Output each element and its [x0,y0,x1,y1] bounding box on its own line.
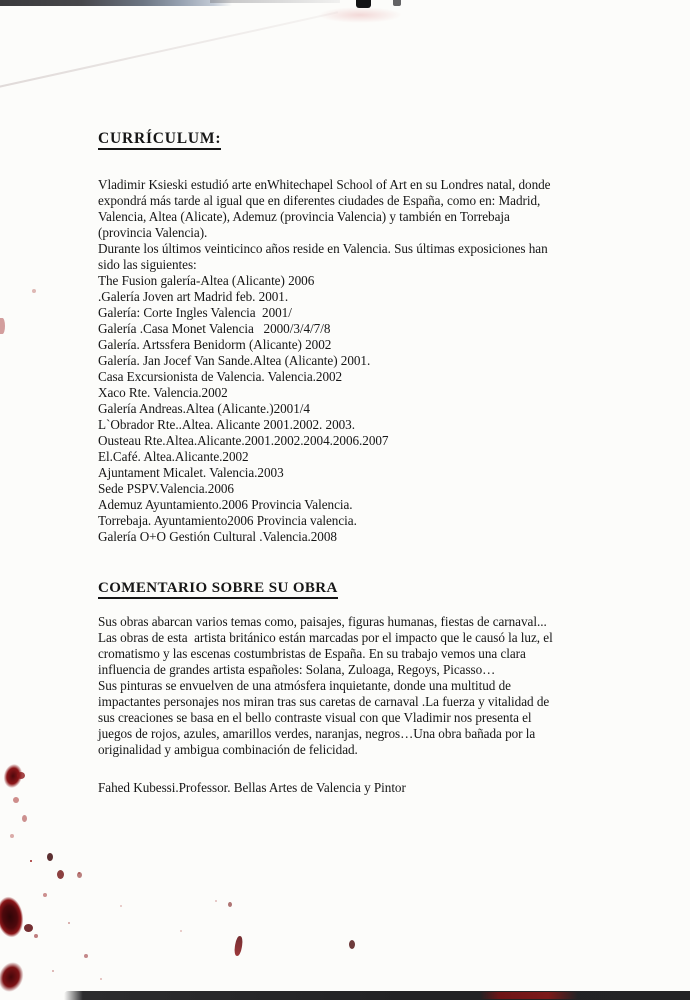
ink-speck [0,318,5,334]
commentary-line: Sus pinturas se envuelven de una atmósfera inquietante, donde una multitud de [98,678,511,693]
ink-speck [10,834,14,838]
scan-edge-red-segment [480,992,578,999]
exhibition-item: L`Obrador Rte..Altea. Alicante 2001.2002. 2003. [98,417,355,432]
commentary-heading: COMENTARIO SOBRE SU OBRA [98,580,338,599]
ink-speck [57,870,64,879]
ink-stain [17,772,25,779]
scan-edge-mark-small [393,0,401,6]
signature-line: Fahed Kubessi.Professor. Bellas Artes de Valencia y Pintor [98,780,406,795]
commentary-line: Sus obras abarcan varios temas como, paisajes, figuras humanas, fiestas de carnaval... [98,614,547,629]
ink-speck [77,872,82,878]
exhibition-item: Casa Excursionista de Valencia. Valencia.2002 [98,369,343,384]
exhibition-item: Ajuntament Micalet. Valencia.2003 [98,465,284,480]
exhibition-item: Ousteau Rte.Altea.Alicante.2001.2002.2004.2006.2007 [98,433,389,448]
exhibition-item: Sede PSPV.Valencia.2006 [98,481,234,496]
exhibition-item: El.Café. Altea.Alicante.2002 [98,449,249,464]
exhibition-item: Ademuz Ayuntamiento.2006 Provincia Valencia. [98,497,353,512]
intro-paragraph [98,177,618,273]
intro-line: Valencia, Altea (Alicate), Ademuz (provincia Valencia) y también en Torrebaja [98,209,510,224]
ink-speck [228,902,232,907]
intro-line: Vladimir Ksieski estudió arte enWhitechapel School of Art en su Londres natal, donde [98,177,551,192]
intro-line: (provincia Valencia). [98,225,208,240]
exhibition-item: Galería O+O Gestión Cultural .Valencia.2008 [98,529,337,544]
exhibition-item: Galería. Artssfera Benidorm (Alicante) 2002 [98,337,332,352]
intro-line: Durante los últimos veinticinco años reside en Valencia. Sus últimas exposiciones han [98,241,548,256]
exhibition-item: Galería Andreas.Altea (Alicante.)2001/4 [98,401,310,416]
ink-streak [233,936,243,957]
ink-speck [32,289,36,293]
commentary-line: cromatismo y las escenas costumbristas de España. En su trabajo vemos una clara [98,646,526,661]
exhibition-list [98,273,618,545]
commentary-line: juegos de rojos, azules, amarillos verdes, naranjas, negros…Una obra bañada por la [98,726,536,741]
commentary-line: sus creaciones se basa en el bello contraste visual con que Vladimir nos presenta el [98,710,532,725]
exhibition-item: Xaco Rte. Valencia.2002 [98,385,228,400]
exhibition-item: Galería .Casa Monet Valencia 2000/3/4/7/8 [98,321,331,336]
exhibition-item: .Galería Joven art Madrid feb. 2001. [98,289,289,304]
scan-edge-bottom [64,991,690,1000]
paper-crease [0,11,338,88]
commentary-paragraph [98,614,618,758]
scan-edge-top [0,0,232,6]
ink-speck [22,815,27,822]
ink-speck [349,940,355,949]
intro-line: expondrá más tarde al igual que en diferentes ciudades de España, como en: Madrid, [98,193,541,208]
curriculum-heading: CURRÍCULUM: [98,131,221,150]
exhibition-item: The Fusion galería-Altea (Alicante) 2006 [98,273,315,288]
commentary-heading-row [98,545,618,614]
ink-speck [13,797,19,803]
ink-speck [47,853,53,861]
commentary-line: originalidad y ambigua combinación de felicidad. [98,742,358,757]
exhibition-item: Galería. Jan Jocef Van Sande.Altea (Alicante) 2001. [98,353,371,368]
intro-line: sido las siguientes: [98,257,197,272]
commentary-line: Las obras de esta artista británico están marcadas por el impacto que le causó la luz, el [98,630,553,645]
commentary-line: influencia de grandes artista españoles: Solana, Zuloaga, Regoys, Picasso… [98,662,496,677]
scan-edge-top-faint [210,0,340,3]
exhibition-item: Torrebaja. Ayuntamiento2006 Provincia valencia. [98,513,357,528]
document-body [98,131,618,796]
ink-speckle-field [30,860,32,862]
ink-stain [0,954,32,1000]
ink-speck [24,924,33,932]
commentary-line: impactantes personajes nos miran tras sus caretas de carnaval .La fuerza y vitalidad de [98,694,550,709]
curriculum-heading-row [98,131,618,164]
pink-smudge [318,7,402,23]
exhibition-item: Galería: Corte Ingles Valencia 2001/ [98,305,292,320]
ink-stain-large [0,890,29,944]
